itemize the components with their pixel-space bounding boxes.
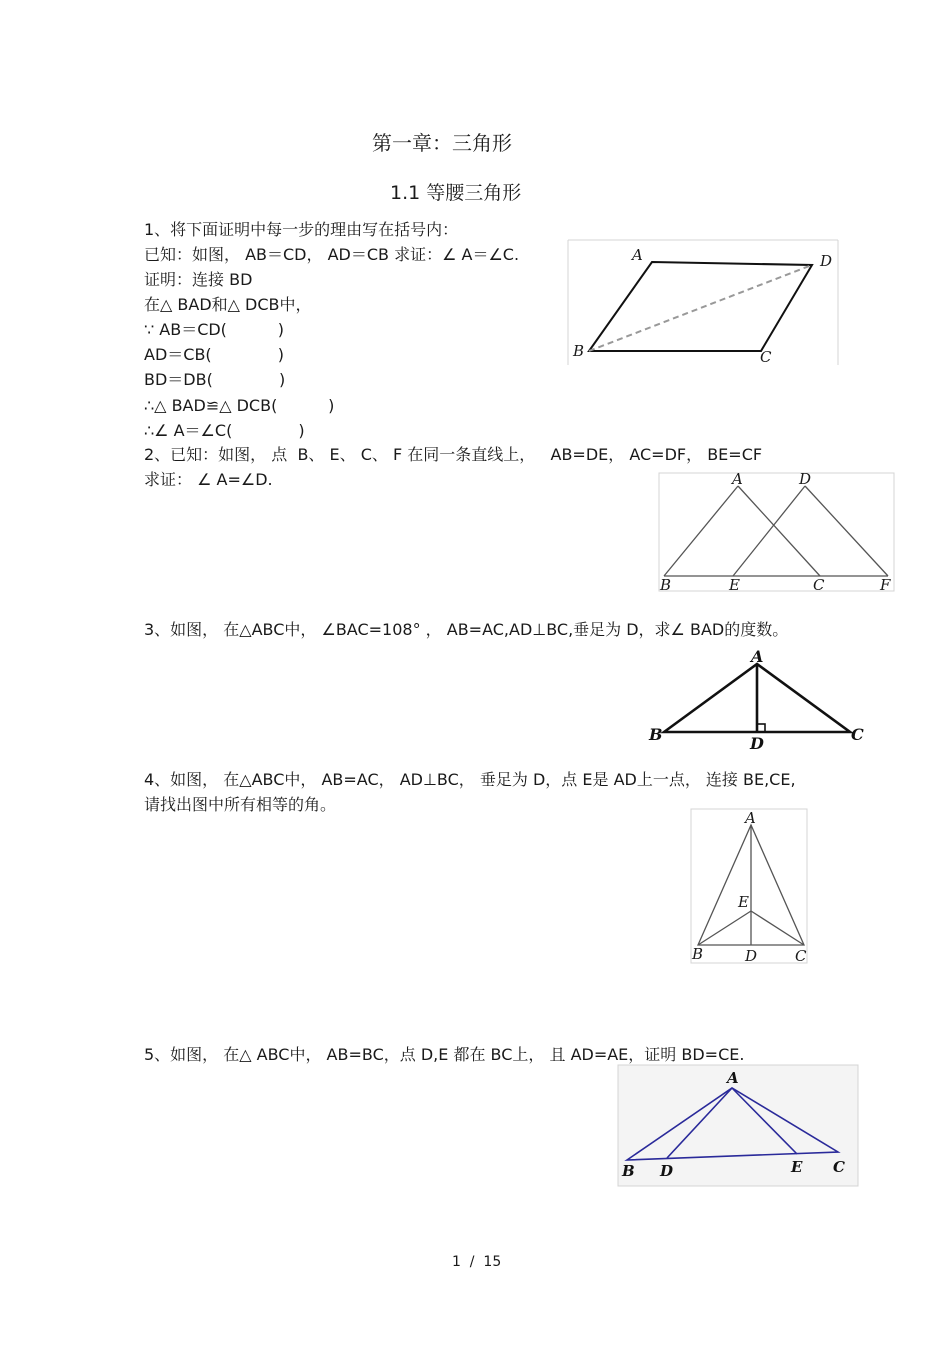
label-b: B [692, 945, 704, 963]
problem1-line-8: ∴△ BAD≌△ DCB( ) [144, 396, 335, 415]
label-c: C [833, 1158, 845, 1176]
problem1-line-9: ∴∠ A＝∠C( ) [144, 421, 305, 440]
segment-de [733, 486, 805, 576]
label-d: D [820, 252, 833, 270]
segment-ab [664, 486, 738, 576]
label-d: D [750, 734, 764, 752]
problem4-line-2: 请找出图中所有相等的角。 [144, 795, 337, 814]
label-d: D [799, 471, 812, 488]
label-c: C [795, 947, 807, 965]
section-title: 1.1 等腰三角形 [390, 182, 522, 204]
label-e: E [738, 893, 749, 911]
label-a: A [751, 647, 764, 666]
label-a: A [745, 809, 756, 827]
figure-3-triangle [646, 646, 868, 752]
problem1-line-2: 已知：如图， AB＝CD， AD＝CB 求证：∠ A＝∠C. [144, 245, 520, 264]
label-f: F [880, 576, 891, 593]
label-d: D [660, 1162, 674, 1180]
label-a: A [732, 471, 743, 488]
figure-frame [659, 473, 894, 591]
figure-2-triangles [658, 471, 896, 593]
parallelogram-abcd [589, 262, 812, 351]
problem1-line-4: 在△ BAD和△ DCB中， [144, 295, 312, 314]
label-b: B [622, 1162, 635, 1180]
label-c: C [813, 576, 825, 593]
problem4-line-1: 4、如图， 在△ABC中， AB=AC， AD⊥BC， 垂足为 D，点 E是 AD上一点， 连接 BE,CE, [144, 770, 796, 789]
label-b: B [660, 576, 672, 593]
segment-df [805, 486, 888, 576]
problem2-line-2: 求证： ∠ A=∠D. [144, 470, 273, 489]
problem1-line-7: BD＝DB( ) [144, 370, 286, 389]
problem3-line-1: 3、如图， 在△ABC中， ∠BAC=108° ， AB=AC,AD⊥BC,垂足为 D，求∠ BAD的度数。 [144, 620, 789, 639]
figure-5-triangle [617, 1064, 860, 1188]
figure-4-triangle [688, 807, 810, 965]
problem5-line-1: 5、如图， 在△ ABC中， AB=BC，点 D,E 都在 BC上， 且 AD=AE，证明 BD=CE. [144, 1045, 745, 1064]
label-e: E [729, 576, 740, 593]
label-c: C [851, 725, 864, 744]
diagonal-bd [589, 265, 812, 351]
label-a: A [727, 1069, 739, 1087]
figure-1-parallelogram [567, 238, 839, 366]
problem2-line-1: 2、已知：如图， 点 B、 E、 C、 F 在同一条直线上， AB=DE， AC=DF， BE=CF [144, 445, 763, 464]
segment-ac [738, 486, 820, 576]
problem1-line-5: ∵ AB＝CD( ) [144, 320, 285, 339]
label-d: D [745, 947, 758, 965]
problem1-line-3: 证明：连接 BD [144, 270, 253, 289]
label-e: E [791, 1158, 803, 1176]
page-number: 1 / 15 [452, 1254, 502, 1270]
figure-frame [691, 809, 807, 963]
chapter-title: 第一章：三角形 [372, 131, 512, 155]
label-b: B [573, 342, 585, 360]
problem1-line-6: AD＝CB( ) [144, 345, 285, 364]
label-b: B [649, 725, 663, 744]
label-c: C [760, 348, 772, 366]
problem1-line-1: 1、将下面证明中每一步的理由写在括号内： [144, 220, 459, 239]
label-a: A [632, 246, 643, 264]
